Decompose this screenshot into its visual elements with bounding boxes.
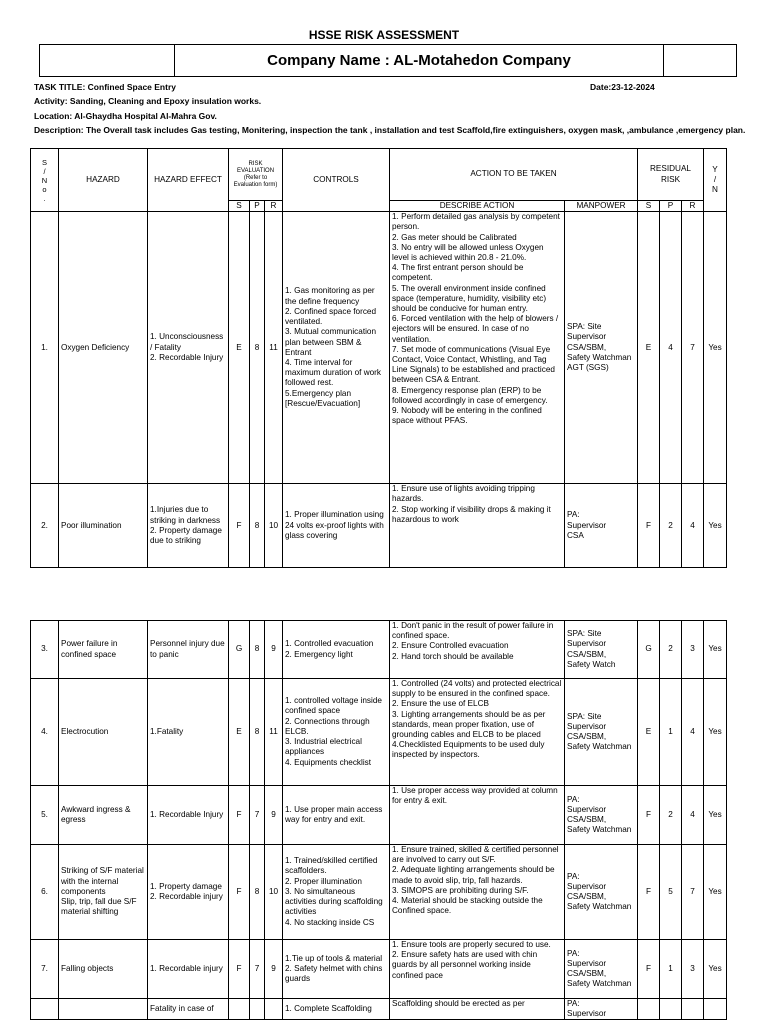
residual-r-cell: 3 [682,940,704,999]
manpower-cell: PA: Supervisor [565,999,638,1020]
col-hazard: HAZARD [59,149,148,212]
hazard-effect-cell: Personnel injury due to panic [148,621,229,679]
manpower-cell: PA: Supervisor CSA/SBM, Safety Watchman [565,786,638,845]
yn-cell: Yes [704,940,727,999]
col-p: P [250,201,265,212]
hazard-cell: Power failure in confined space [59,621,148,679]
table-body-part1 [31,212,727,568]
col-describe-action: DESCRIBE ACTION [390,201,565,212]
yn-cell [704,999,727,1020]
col-hazard-effect: HAZARD EFFECT [148,149,229,212]
residual-p-cell: 1 [660,679,682,786]
col-residual-r: R [682,201,704,212]
table-row [31,484,727,568]
manpower-cell: PA: Supervisor CSA/SBM, Safety Watchman [565,845,638,940]
controls-cell: 1. Complete Scaffolding [283,999,390,1020]
task-title: TASK TITLE: Confined Space Entry [34,82,176,92]
manpower-cell: PA: Supervisor CSA/SBM, Safety Watchman [565,940,638,999]
col-sno: S / N o . [31,149,59,212]
residual-r-cell [682,999,704,1020]
col-yn: Y / N [704,149,727,212]
hazard-cell: Striking of S/F material with the internal components Slip, trip, fall due S/F material shifting [59,845,148,940]
location-line: Location: Al-Ghaydha Hospital Al-Mahra Gov. [34,111,217,121]
residual-p-cell: 2 [660,484,682,568]
describe-action-cell: 1. Perform detailed gas analysis by competent person. 2. Gas meter should be Calibrated 3. No entry will be allowed unless Oxygen level is achieved within 20.8 - 21.0%. 4. The first entrant person should be competent. 5. The overall environment inside confined space (temperature, humidity, visibility etc) should be conducive for human entry. 6. Forced ventilation with the help of blowers / ejectors will be ensured. In case of no ventilation. 7. Set mode of communications (Visual Eye Contact, Voice Contact, Whistling, and Tag Line Signals) to be established and practiced between CSA & Entrant. 8. Emergency response plan (ERP) to be followed accordingly in case of emergency. 9. Nobody will be entering in the confined space without PFAS. [390,212,565,484]
residual-r-cell: 4 [682,679,704,786]
risk-p-cell: 7 [250,786,265,845]
manpower-cell: SPA: Site Supervisor CSA/SBM, Safety Watchman AGT (SGS) [565,212,638,484]
row-number [31,999,59,1020]
residual-s-cell: F [638,484,660,568]
residual-r-cell: 4 [682,484,704,568]
risk-s-cell: F [229,484,250,568]
hazard-effect-cell: 1. Property damage 2. Recordable injury [148,845,229,940]
risk-p-cell [250,999,265,1020]
risk-r-cell: 9 [265,621,283,679]
col-action: ACTION TO BE TAKEN [390,149,638,201]
risk-s-cell: F [229,940,250,999]
controls-cell: 1. controlled voltage inside confined space 2. Connections through ELCB. 3. Industrial electrical appliances 4. Equipments checklist [283,679,390,786]
risk-s-cell [229,999,250,1020]
assessment-date: Date:23-12-2024 [590,82,655,92]
residual-s-cell: E [638,679,660,786]
residual-s-cell: F [638,940,660,999]
company-name: Company Name : AL-Motahedon Company [267,52,571,69]
risk-s-cell: F [229,786,250,845]
controls-cell: 1.Tie up of tools & material 2. Safety helmet with chins guards [283,940,390,999]
residual-s-cell: F [638,845,660,940]
hazard-cell: Oxygen Deficiency [59,212,148,484]
row-number: 2. [31,484,59,568]
yn-cell: Yes [704,484,727,568]
table-row [31,845,727,940]
company-box-left-cell [40,45,175,76]
residual-p-cell [660,999,682,1020]
table-row [31,621,727,679]
risk-s-cell: E [229,212,250,484]
describe-action-cell: 1. Controlled (24 volts) and protected electrical supply to be ensured in the confined space. 2. Ensure the use of ELCB 3. Lighting arrangements should be as per standards, mean proper fixation, use of grounding cables and ELCB to be placed 4.Checklisted Equipments to be used duly inspected by inspectors. [390,679,565,786]
describe-action-cell: 1. Ensure use of lights avoiding tripping hazards. 2. Stop working if visibility drops & making it hazardous to work [390,484,565,568]
risk-s-cell: E [229,679,250,786]
residual-p-cell: 2 [660,786,682,845]
table-row [31,999,727,1020]
document-title: HSSE RISK ASSESSMENT [308,28,460,42]
residual-r-cell: 7 [682,212,704,484]
hazard-cell: Electrocution [59,679,148,786]
row-number: 1. [31,212,59,484]
table-header-row [31,149,727,201]
residual-p-cell: 5 [660,845,682,940]
description-line: Description: The Overall task includes Gas testing, Monitering, inspection the tank , installation and test Scaffold,fire extinguishers, oxygen mask, ,ambulance ,emergency plan. [34,125,746,135]
manpower-cell: SPA: Site Supervisor CSA/SBM, Safety Watch [565,621,638,679]
risk-r-cell: 11 [265,212,283,484]
hazard-effect-cell: 1. Recordable Injury [148,786,229,845]
activity-line: Activity: Sanding, Cleaning and Epoxy insulation works. [34,96,262,106]
describe-action-cell: 1. Ensure trained, skilled & certified personnel are involved to carry out S/F. 2. Adequate lighting arrangements should be made to avoid slip, trip, fall hazards. 3. SIMOPS are prohibiting during S/F. 4. Material should be stacking outside the Confined space. [390,845,565,940]
company-name-box [39,44,737,77]
risk-p-cell: 8 [250,212,265,484]
yn-cell: Yes [704,786,727,845]
table-row [31,786,727,845]
residual-s-cell: G [638,621,660,679]
risk-r-cell: 9 [265,940,283,999]
residual-p-cell: 4 [660,212,682,484]
residual-r-cell: 7 [682,845,704,940]
yn-cell: Yes [704,679,727,786]
describe-action-cell: Scaffolding should be erected as per [390,999,565,1020]
describe-action-cell: 1. Don't panic in the result of power failure in confined space. 2. Ensure Controlled evacuation 2. Hand torch should be available [390,621,565,679]
table-body-part2 [31,621,727,1020]
col-s: S [229,201,250,212]
risk-s-cell: G [229,621,250,679]
risk-r-cell: 10 [265,484,283,568]
residual-r-cell: 3 [682,621,704,679]
hazard-effect-cell: 1.Fatality [148,679,229,786]
hazard-effect-cell: 1. Recordable injury [148,940,229,999]
residual-s-cell: F [638,786,660,845]
hazard-cell: Poor illumination [59,484,148,568]
risk-p-cell: 8 [250,679,265,786]
controls-cell: 1. Trained/skilled certified scaffolders. 2. Proper illumination 3. No simultaneous activities during scaffolding activities 4. No stacking inside CS [283,845,390,940]
hazard-cell: Falling objects [59,940,148,999]
yn-cell: Yes [704,212,727,484]
risk-p-cell: 8 [250,845,265,940]
residual-p-cell: 2 [660,621,682,679]
table-row [31,940,727,999]
risk-r-cell [265,999,283,1020]
describe-action-cell: 1. Use proper access way provided at column for entry & exit. [390,786,565,845]
col-controls: CONTROLS [283,149,390,212]
controls-cell: 1. Gas monitoring as per the define frequency 2. Confined space forced ventilated. 3. Mutual communication plan between SBM & Entrant 4. Time interval for maximum duration of work followed rest. 5.Emergency plan [Rescue/Evacuation] [283,212,390,484]
controls-cell: 1. Use proper main access way for entry and exit. [283,786,390,845]
yn-cell: Yes [704,845,727,940]
yn-cell: Yes [704,621,727,679]
row-number: 3. [31,621,59,679]
hazard-effect-cell: 1. Unconsciousness / Fatality 2. Recordable Injury [148,212,229,484]
manpower-cell: SPA: Site Supervisor CSA/SBM, Safety Watchman [565,679,638,786]
describe-action-cell: 1. Ensure tools are properly secured to use. 2. Ensure safety hats are used with chin guards by all personnel working inside confined pace [390,940,565,999]
controls-cell: 1. Proper illumination using 24 volts ex-proof lights with glass covering [283,484,390,568]
row-number: 6. [31,845,59,940]
col-residual-risk: RESIDUAL RISK [638,149,704,201]
risk-r-cell: 11 [265,679,283,786]
hazard-effect-cell: Fatality in case of [148,999,229,1020]
risk-p-cell: 8 [250,621,265,679]
risk-table-part2 [30,620,727,1020]
col-r: R [265,201,283,212]
risk-p-cell: 8 [250,484,265,568]
company-box-right-cell [663,45,736,76]
risk-r-cell: 10 [265,845,283,940]
hazard-cell [59,999,148,1020]
row-number: 4. [31,679,59,786]
risk-table-part1 [30,148,727,568]
col-residual-s: S [638,201,660,212]
controls-cell: 1. Controlled evacuation 2. Emergency light [283,621,390,679]
hazard-cell: Awkward ingress & egress [59,786,148,845]
row-number: 5. [31,786,59,845]
residual-s-cell: E [638,212,660,484]
risk-s-cell: F [229,845,250,940]
hazard-effect-cell: 1.Injuries due to striking in darkness 2. Property damage due to striking [148,484,229,568]
manpower-cell: PA: Supervisor CSA [565,484,638,568]
residual-p-cell: 1 [660,940,682,999]
table-row [31,679,727,786]
row-number: 7. [31,940,59,999]
risk-r-cell: 9 [265,786,283,845]
col-risk-evaluation: RISK EVALUATION (Refer to Evaluation form) [229,149,283,201]
col-residual-p: P [660,201,682,212]
col-manpower: MANPOWER [565,201,638,212]
residual-s-cell [638,999,660,1020]
risk-p-cell: 7 [250,940,265,999]
table-row [31,212,727,484]
residual-r-cell: 4 [682,786,704,845]
